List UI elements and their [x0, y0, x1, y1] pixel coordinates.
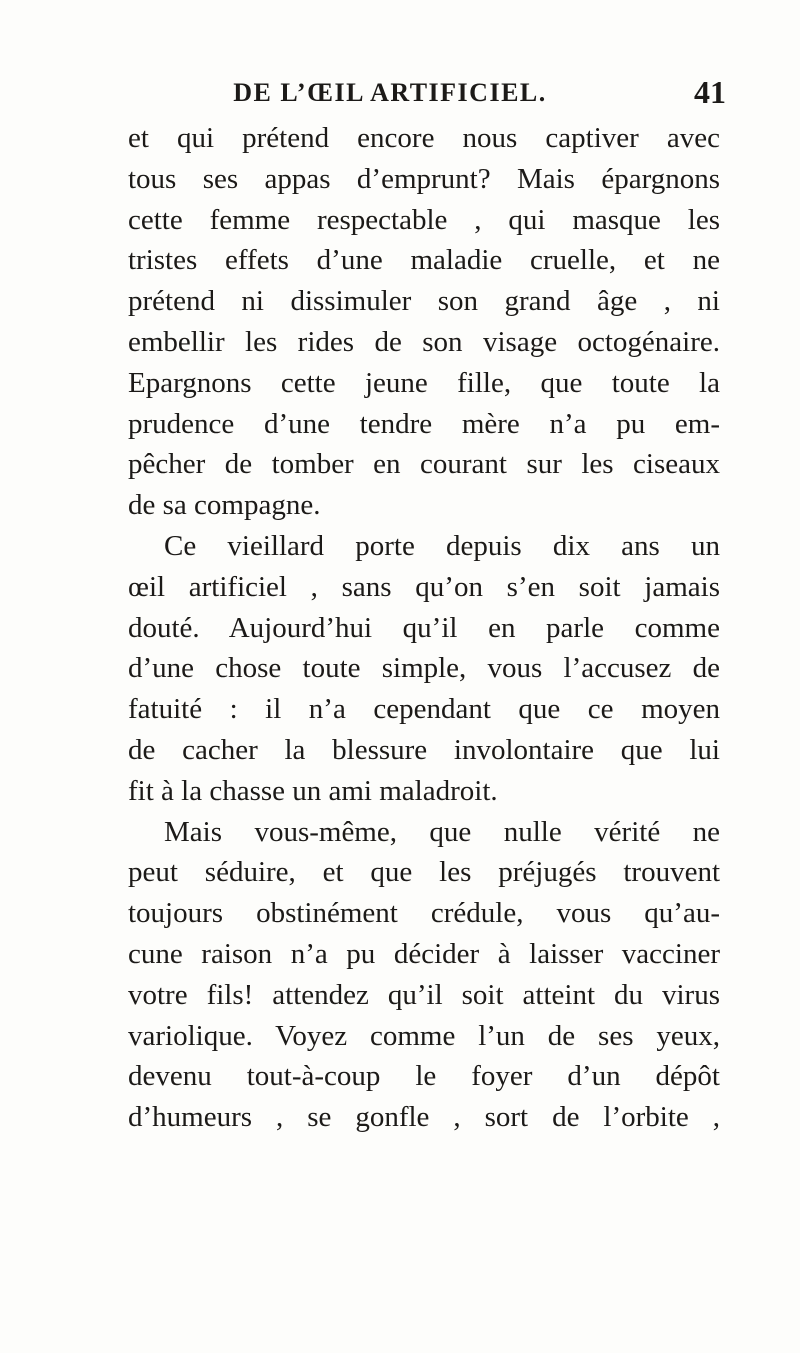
- text-line: peut séduire, et que les préjugés trouvent: [128, 856, 720, 889]
- text-line: prétend ni dissimuler son grand âge , ni: [128, 285, 720, 318]
- text-line: tous ses appas d’emprunt? Mais épargnons: [128, 162, 720, 195]
- text-line: douté. Aujourd’hui qu’il en parle comme: [128, 611, 720, 644]
- text-line: tristes effets d’une maladie cruelle, et ne: [128, 244, 720, 277]
- text-line: cette femme respectable , qui masque les: [128, 203, 720, 236]
- text-line: embellir les rides de son visage octogénaire.: [128, 325, 720, 358]
- text-line: d’humeurs , se gonfle , sort de l’orbite ,: [128, 1101, 720, 1134]
- page-number: 41: [694, 74, 726, 110]
- text-line: œil artificiel , sans qu’on s’en soit jamais: [128, 570, 720, 603]
- text-line: toujours obstinément crédule, vous qu’au-: [128, 897, 720, 930]
- text-line: Ce vieillard porte depuis dix ans un: [164, 529, 720, 562]
- text-line: devenu tout-à-coup le foyer d’un dépôt: [128, 1060, 720, 1093]
- text-line: fatuité : il n’a cependant que ce moyen: [128, 693, 720, 726]
- text-line: fit à la chasse un ami maladroit.: [128, 774, 498, 807]
- text-line: et qui prétend encore nous captiver avec: [128, 122, 720, 154]
- text-line: pêcher de tomber en courant sur les ciseaux: [128, 448, 720, 481]
- text-line: d’une chose toute simple, vous l’accusez de: [128, 652, 720, 685]
- text-line: prudence d’une tendre mère n’a pu em-: [128, 407, 720, 440]
- text-line: Epargnons cette jeune fille, que toute la: [128, 366, 720, 399]
- text-line: de cacher la blessure involontaire que lui: [128, 733, 720, 766]
- text-line: votre fils! attendez qu’il soit atteint du virus: [128, 978, 720, 1011]
- text-line: variolique. Voyez comme l’un de ses yeux,: [128, 1019, 720, 1052]
- running-title: DE L’ŒIL ARTIFICIEL.: [233, 78, 547, 107]
- running-head: [110, 74, 750, 114]
- text-line: Mais vous-même, que nulle vérité ne: [164, 815, 720, 848]
- text-line: de sa compagne.: [128, 489, 321, 522]
- text-line: cune raison n’a pu décider à laisser vacciner: [128, 937, 720, 970]
- body-text: [128, 118, 720, 1138]
